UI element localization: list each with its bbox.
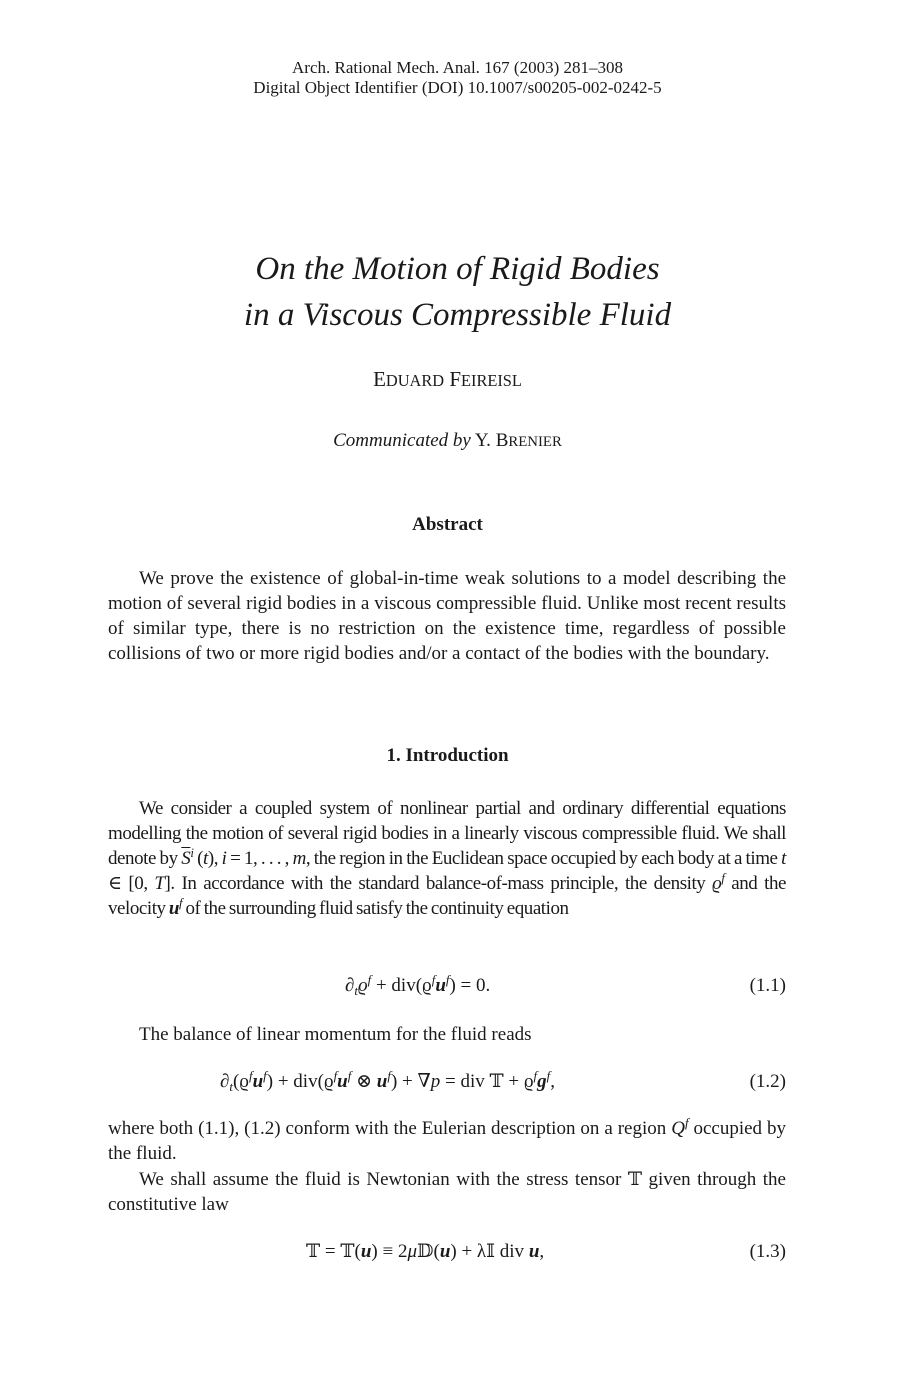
equation-number: (1.1) (749, 975, 786, 996)
paper-title-line-1: On the Motion of Rigid Bodies (255, 251, 660, 287)
intro-paragraph-4: We shall assume the fluid is Newtonian with the stress tensor 𝕋 given through the constitutive law (108, 1169, 786, 1215)
journal-citation: Arch. Rational Mech. Anal. 167 (2003) 281–308 (292, 58, 623, 77)
equation-1-2-formula: $\partial_t(ϱ^fu^f) + div(ϱ^fu^f$ ⊗ $u^f) + \nabla p$ = div 𝕋 + $ϱ^fg^f$, (220, 1067, 555, 1094)
equation-1-1-formula: $\partial_tϱ^f + div(ϱ^fu^f) = 0$. (345, 971, 491, 998)
doi-line: Digital Object Identifier (DOI) 10.1007/s00205-002-0242-5 (253, 78, 662, 97)
communicated-by: Communicated by Y. BRENIER (333, 430, 562, 451)
author-name: EDUARD FEIREISL (373, 367, 522, 391)
intro-paragraph-3: where both (1.1), (1.2) conform with the Eulerian description on a region $Q^f$ occupied by the fluid. (108, 1114, 786, 1164)
equation-1-3 (108, 1238, 786, 1266)
intro-paragraph-2: The balance of linear momentum for the fluid reads (139, 1024, 532, 1045)
intro-paragraph-1: We consider a coupled system of nonlinear partial and ordinary differential equations modelling the motion of several rigid bodies in a linearly viscous compressible fluid. We shall denote by $\overline{S}^i$ (t), i = 1, . . . , m, the region in the Euclidean space occupied by each body at a time t ∈ [0, T]. In accordance with the standard balance-of-mass principle, the density $ϱ^f$ and the velocity $u^f$ of the surrounding fluid satisfy the continuity equation (108, 798, 786, 919)
equation-1-1 (108, 972, 786, 1000)
equation-1-3-formula: 𝕋 = 𝕋(u) ≡ 2μ𝔻(u) + λ𝕀 div u, (306, 1241, 545, 1262)
equation-number: (1.3) (749, 1241, 786, 1262)
abstract-text: We prove the existence of global-in-time weak solutions to a model describing the motion of several rigid bodies in a viscous compressible fluid. Unlike most recent results of similar type, there is no restriction on the existence time, regardless of possible collisions of two or more rigid bodies and/or a contact of the bodies with the boundary. (108, 568, 786, 664)
introduction-heading: 1. Introduction (386, 745, 509, 766)
equation-number: (1.2) (749, 1071, 786, 1092)
equation-1-2 (108, 1068, 786, 1096)
abstract-heading: Abstract (412, 514, 483, 535)
paper-title-line-2: in a Viscous Compressible Fluid (243, 297, 672, 333)
